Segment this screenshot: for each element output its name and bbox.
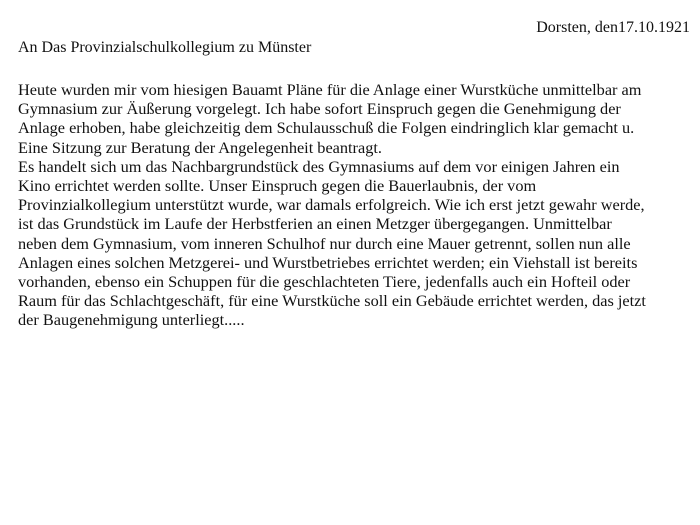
body-line: Heute wurden mir vom hiesigen Bauamt Pläne für die Anlage einer Wurstküche unmittelbar am xyxy=(18,80,642,99)
body-line: Provinzialkollegium unterstützt wurde, war damals erfolgreich. Wie ich erst jetzt gewahr werde, xyxy=(18,195,645,215)
date-line: Dorsten, den17.10.1921 xyxy=(536,19,690,36)
body-line: vorhanden, ebenso ein Schuppen für die geschlachteten Tiere, jedenfalls auch ein Hofteil oder xyxy=(18,272,631,292)
recipient-line: An Das Provinzialschulkollegium zu Münster xyxy=(18,39,312,56)
body-line: Anlage erhoben, habe gleichzeitig dem Schulausschuß die Folgen eindringlich klar gemacht u. xyxy=(18,118,635,138)
body-line: ist das Grundstück im Laufe der Herbstferien an einen Metzger übergegangen. Unmittelbar xyxy=(18,214,612,234)
body-line: Kino errichtet werden sollte. Unser Einspruch gegen die Bauerlaubnis, der vom xyxy=(18,176,537,196)
body-line: der Baugenehmigung unterliegt..... xyxy=(18,310,245,330)
body-line: Es handelt sich um das Nachbargrundstück des Gymnasiums auf dem vor einigen Jahren ein xyxy=(18,156,620,176)
body-line: neben dem Gymnasium, vom inneren Schulhof nur durch eine Mauer getrennt, sollen nun alle xyxy=(18,233,631,253)
letter-body xyxy=(18,80,694,330)
body-line: Anlagen eines solchen Metzgerei- und Wurstbetriebes errichtet werden; ein Viehstall ist bereits xyxy=(18,252,638,272)
body-line: Raum für das Schlachtgeschäft, für eine Wurstküche soll ein Gebäude errichtet werden, das jetzt xyxy=(18,291,646,311)
body-line: Gymnasium zur Äußerung vorgelegt. Ich habe sofort Einspruch gegen die Genehmigung der xyxy=(18,99,621,119)
body-line: Eine Sitzung zur Beratung der Angelegenheit beantragt. xyxy=(18,137,382,157)
